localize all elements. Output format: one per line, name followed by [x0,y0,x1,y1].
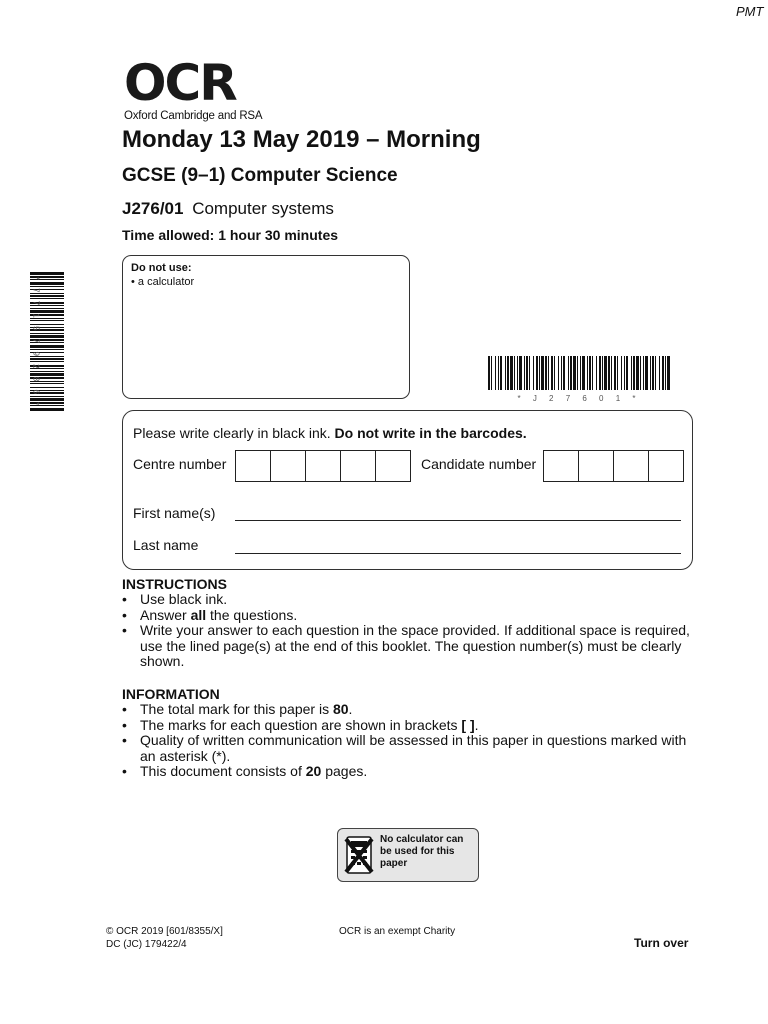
first-name-line[interactable] [235,520,681,521]
time-allowed: Time allowed: 1 hour 30 minutes [122,227,339,243]
turn-over-label: Turn over [634,936,689,950]
barcode-warning: Do not write in the barcodes. [334,425,527,441]
candidate-number-label: Candidate number [421,456,537,472]
last-name-line[interactable] [235,553,681,554]
paper-name: Computer systems [192,199,334,218]
information-item: • The total mark for this paper is 80. [122,702,700,718]
last-name-label: Last name [133,537,199,553]
footer-charity: OCR is an exempt Charity [339,926,456,937]
candidate-digit-box[interactable] [544,451,579,481]
centre-number-field[interactable] [235,450,411,482]
centre-digit-box[interactable] [271,451,306,481]
do-not-use-item: • a calculator [131,276,195,288]
left-barcode [30,272,64,412]
information-item: • The marks for each question are shown in brackets [ ]. [122,718,700,734]
information-section [122,686,700,780]
centre-digit-box[interactable] [341,451,376,481]
centre-digit-box[interactable] [376,451,410,481]
instruction-item: • Write your answer to each question in the space provided. If additional space is required, use the lined page(s) at the end of this booklet. The question number(s) must be clearly shown. [122,623,700,670]
first-name-label: First name(s) [133,505,216,521]
candidate-number-field[interactable] [543,450,684,482]
crossed-calculator-icon [344,835,374,875]
right-barcode-graphic [488,356,670,390]
calculator-notice-text: No calculator can be used for this paper [380,834,464,869]
candidate-digit-box[interactable] [614,451,649,481]
information-heading: INFORMATION [122,686,220,702]
exam-date: Monday 13 May 2019 – Morning [122,126,481,153]
instruction-item: • Answer all the questions. [122,608,700,624]
ocr-logo [124,54,284,122]
footer-copyright: © OCR 2019 [601/8355/X] [106,926,223,937]
do-not-use-box [122,255,410,399]
logo-wordmark: OCR [124,54,236,112]
candidate-details-box [122,410,693,570]
candidate-digit-box[interactable] [579,451,614,481]
footer-code: DC (JC) 179422/4 [106,939,187,950]
information-item: • This document consists of 20 pages. [122,764,700,780]
left-barcode-digits: * 7 7 1 5 7 9 2 8 6 * [31,276,41,409]
centre-number-label: Centre number [133,456,227,472]
paper-title [122,199,334,219]
course-title: GCSE (9–1) Computer Science [122,165,398,186]
ink-instruction [133,425,527,441]
calculator-notice [337,828,479,882]
do-not-use-title: Do not use: [131,262,192,274]
instruction-item: • Use black ink. [122,592,700,608]
ink-instruction-text: Please write clearly in black ink. [133,425,335,441]
information-item: • Quality of written communication will be assessed in this paper in questions marked with an asterisk (*). [122,733,700,764]
instructions-section [122,576,700,670]
centre-digit-box[interactable] [306,451,341,481]
centre-digit-box[interactable] [236,451,271,481]
paper-code: J276/01 [122,199,184,218]
candidate-digit-box[interactable] [649,451,683,481]
right-barcode-digits: * J 2 7 6 0 1 * [517,394,641,403]
right-barcode [488,356,670,403]
instructions-heading: INSTRUCTIONS [122,576,227,592]
pmt-label: PMT [736,4,764,19]
logo-subtitle: Oxford Cambridge and RSA [124,110,263,122]
